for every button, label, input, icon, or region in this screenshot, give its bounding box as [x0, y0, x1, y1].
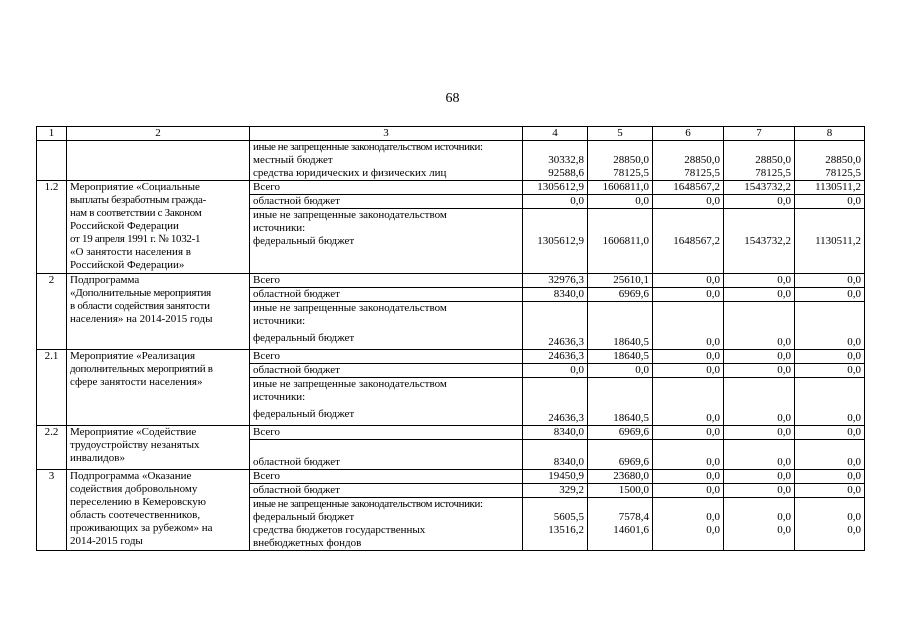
value [727, 141, 791, 154]
header-cell: 4 [523, 127, 588, 141]
value-cell: 1543732,2 [724, 181, 795, 195]
value: 1648567,2 [673, 235, 720, 247]
name-line: Мероприятие «Реализация [70, 350, 196, 362]
value-cell [588, 209, 653, 274]
value-cell: 1648567,2 [653, 181, 724, 195]
source-line: источники: [253, 315, 306, 327]
value-cell: 0,0 [653, 195, 724, 209]
value [591, 141, 649, 154]
value-cell: 0,0 [724, 195, 795, 209]
value-cell: 1606811,0 [588, 181, 653, 195]
value-cell: 0,0 [795, 470, 865, 484]
value-cell: 0,0 [724, 378, 795, 426]
name-line: инвалидов» [70, 452, 125, 464]
value-cell: 0,0 [795, 378, 865, 426]
value-cell: 0,0 [653, 302, 724, 350]
value-cell: 32976,3 [523, 274, 588, 288]
source-cell: областной бюджет [250, 364, 523, 378]
name-line: трудоустройству незанятых [70, 439, 200, 451]
row-number-cell: 2 [37, 274, 67, 350]
table-row [37, 426, 865, 440]
source-cell [250, 378, 523, 426]
value-cell: 0,0 [795, 364, 865, 378]
name-line: содействия добровольному [70, 483, 198, 495]
name-line: сфере занятости населения» [70, 376, 203, 388]
value-cell: 6969,6 [588, 426, 653, 440]
header-cell: 1 [37, 127, 67, 141]
source-line: иные не запрещенные законодательством [253, 378, 447, 390]
value-cell: 0,0 [653, 364, 724, 378]
name-line: область соотечественников, [70, 509, 201, 521]
value-cell: 0,0 [653, 470, 724, 484]
source-cell [250, 209, 523, 274]
source-line: иные не запрещенные законодательством источники: [253, 498, 483, 510]
value-cell [523, 498, 588, 551]
table-header-row [37, 127, 865, 141]
value-cell: 0,0 [653, 288, 724, 302]
value: 7578,4 [618, 511, 649, 523]
value: 0,0 [706, 511, 720, 523]
header-cell: 2 [67, 127, 250, 141]
value-cell: 329,2 [523, 484, 588, 498]
value-cell: 0,0 [653, 440, 724, 470]
row-number-cell: 3 [37, 470, 67, 551]
source-cell: Всего [250, 470, 523, 484]
value-cell: 24636,3 [523, 350, 588, 364]
source-line: средства юридических и физических лиц [253, 167, 447, 179]
source-line: иные не запрещенные законодательством [253, 302, 447, 314]
value [656, 141, 720, 154]
source-cell: областной бюджет [250, 195, 523, 209]
value-cell [523, 141, 588, 181]
value: 0,0 [847, 511, 861, 523]
name-line: Мероприятие «Содействие [70, 426, 197, 438]
row-name-cell [67, 426, 250, 470]
name-line: нам в соответствии с Законом [70, 207, 202, 219]
name-line: дополнительных мероприятий в [70, 363, 213, 375]
source-cell: областной бюджет [250, 440, 523, 470]
value-cell: 0,0 [588, 195, 653, 209]
value-cell [653, 141, 724, 181]
source-cell: областной бюджет [250, 288, 523, 302]
name-line: населения» на 2014-2015 годы [70, 313, 213, 325]
table-row [37, 274, 865, 288]
source-cell: Всего [250, 274, 523, 288]
value: 0,0 [777, 524, 791, 536]
name-line: проживающих за рубежом» на [70, 522, 213, 534]
value-cell [653, 498, 724, 551]
value-cell: 6969,6 [588, 288, 653, 302]
value-cell: 18640,5 [588, 378, 653, 426]
value-cell: 18640,5 [588, 350, 653, 364]
value-cell: 0,0 [653, 350, 724, 364]
table-row [37, 181, 865, 195]
header-cell: 7 [724, 127, 795, 141]
source-line: иные не запрещенные законодательством [253, 209, 447, 221]
row-name-cell [67, 470, 250, 551]
value-cell: 0,0 [724, 274, 795, 288]
row-number-cell: 2.2 [37, 426, 67, 470]
table-row [37, 141, 865, 181]
value-cell [588, 498, 653, 551]
value: 1305612,9 [537, 235, 584, 247]
name-line: Российской Федерации» [70, 259, 185, 271]
value-cell [795, 209, 865, 274]
value-cell: 8340,0 [523, 426, 588, 440]
value-cell: 0,0 [724, 302, 795, 350]
value-cell [588, 141, 653, 181]
source-line: внебюджетных фондов [253, 537, 362, 549]
value-cell: 0,0 [795, 195, 865, 209]
value-cell: 0,0 [523, 364, 588, 378]
source-line: средства бюджетов государственных [253, 524, 426, 536]
source-cell [250, 141, 523, 181]
value-cell: 0,0 [653, 274, 724, 288]
value-cell: 0,0 [795, 484, 865, 498]
value-cell: 1130511,2 [795, 181, 865, 195]
value-cell: 0,0 [724, 440, 795, 470]
value [526, 141, 584, 154]
value-cell: 0,0 [588, 364, 653, 378]
name-line: Мероприятие «Социальные [70, 181, 200, 193]
budget-table [36, 126, 865, 551]
row-name-cell [67, 274, 250, 350]
value-cell: 24636,3 [523, 378, 588, 426]
name-line: «Дополнительные мероприятия [70, 287, 211, 299]
value-cell: 0,0 [724, 288, 795, 302]
value-cell: 0,0 [795, 302, 865, 350]
table-row [37, 350, 865, 364]
row-number-cell: 2.1 [37, 350, 67, 426]
value-cell: 24636,3 [523, 302, 588, 350]
value-cell: 1500,0 [588, 484, 653, 498]
header-cell: 6 [653, 127, 724, 141]
source-line: федеральный бюджет [253, 511, 355, 523]
value: 28850,0 [755, 154, 791, 166]
name-line: Подпрограмма «Оказание [70, 470, 192, 482]
source-line: источники: [253, 391, 306, 403]
value-cell: 8340,0 [523, 440, 588, 470]
value: 0,0 [847, 524, 861, 536]
value: 1606811,0 [602, 235, 649, 247]
value: 28850,0 [825, 154, 861, 166]
name-line: выплаты безработным гражда- [70, 194, 206, 206]
value-cell: 0,0 [724, 470, 795, 484]
value-cell: 0,0 [653, 378, 724, 426]
source-cell [250, 302, 523, 350]
row-number-cell [37, 141, 67, 181]
value: 78125,5 [684, 167, 720, 179]
value-cell: 0,0 [795, 426, 865, 440]
value-cell: 25610,1 [588, 274, 653, 288]
value-cell: 0,0 [523, 195, 588, 209]
row-name-cell [67, 181, 250, 274]
value-cell: 0,0 [653, 484, 724, 498]
name-line: Российской Федерации [70, 220, 179, 232]
name-line: «О занятости населения в [70, 246, 191, 258]
value [798, 141, 861, 154]
name-line: в области содействия занятости [70, 300, 210, 312]
value: 1543732,2 [744, 235, 791, 247]
header-cell: 8 [795, 127, 865, 141]
name-line: от 19 апреля 1991 г. № 1032-1 [70, 233, 201, 245]
row-name-cell [67, 350, 250, 426]
header-cell: 5 [588, 127, 653, 141]
value-cell [653, 209, 724, 274]
row-name-cell [67, 141, 250, 181]
value-cell: 19450,9 [523, 470, 588, 484]
table-row [37, 470, 865, 484]
value: 78125,5 [755, 167, 791, 179]
value-cell: 0,0 [795, 440, 865, 470]
source-line: федеральный бюджет [253, 332, 355, 344]
value-cell [523, 209, 588, 274]
source-cell: областной бюджет [250, 484, 523, 498]
source-cell: Всего [250, 181, 523, 195]
source-line: источники: [253, 222, 306, 234]
value: 5605,5 [553, 511, 584, 523]
value-cell [724, 498, 795, 551]
value-cell [795, 498, 865, 551]
value-cell: 0,0 [724, 350, 795, 364]
source-line: иные не запрещенные законодательством источники: [253, 141, 483, 153]
value: 92588,6 [548, 167, 584, 179]
source-cell [250, 498, 523, 551]
source-line: федеральный бюджет [253, 408, 355, 420]
source-cell: Всего [250, 350, 523, 364]
value-cell: 0,0 [724, 484, 795, 498]
value-cell: 0,0 [653, 426, 724, 440]
value-cell: 6969,6 [588, 440, 653, 470]
value: 78125,5 [825, 167, 861, 179]
name-line: 2014-2015 годы [70, 535, 143, 547]
value-cell: 8340,0 [523, 288, 588, 302]
value-cell: 1305612,9 [523, 181, 588, 195]
header-cell: 3 [250, 127, 523, 141]
name-line: переселению в Кемеровскую [70, 496, 206, 508]
value: 30332,8 [548, 154, 584, 166]
value-cell [724, 141, 795, 181]
value: 1130511,2 [815, 235, 861, 247]
value-cell: 0,0 [795, 350, 865, 364]
value-cell: 0,0 [724, 364, 795, 378]
value: 28850,0 [684, 154, 720, 166]
value-cell: 0,0 [724, 426, 795, 440]
value-cell: 0,0 [795, 288, 865, 302]
value-cell [724, 209, 795, 274]
value-cell: 23680,0 [588, 470, 653, 484]
value: 78125,5 [613, 167, 649, 179]
source-line: федеральный бюджет [253, 235, 355, 247]
name-line: Подпрограмма [70, 274, 140, 286]
row-number-cell: 1.2 [37, 181, 67, 274]
value: 13516,2 [548, 524, 584, 536]
value: 14601,6 [613, 524, 649, 536]
value-cell [795, 141, 865, 181]
page-number: 68 [445, 91, 460, 106]
value: 28850,0 [613, 154, 649, 166]
value: 0,0 [777, 511, 791, 523]
value: 0,0 [706, 524, 720, 536]
source-line: местный бюджет [253, 154, 333, 166]
source-cell: Всего [250, 426, 523, 440]
value-cell: 18640,5 [588, 302, 653, 350]
value-cell: 0,0 [795, 274, 865, 288]
